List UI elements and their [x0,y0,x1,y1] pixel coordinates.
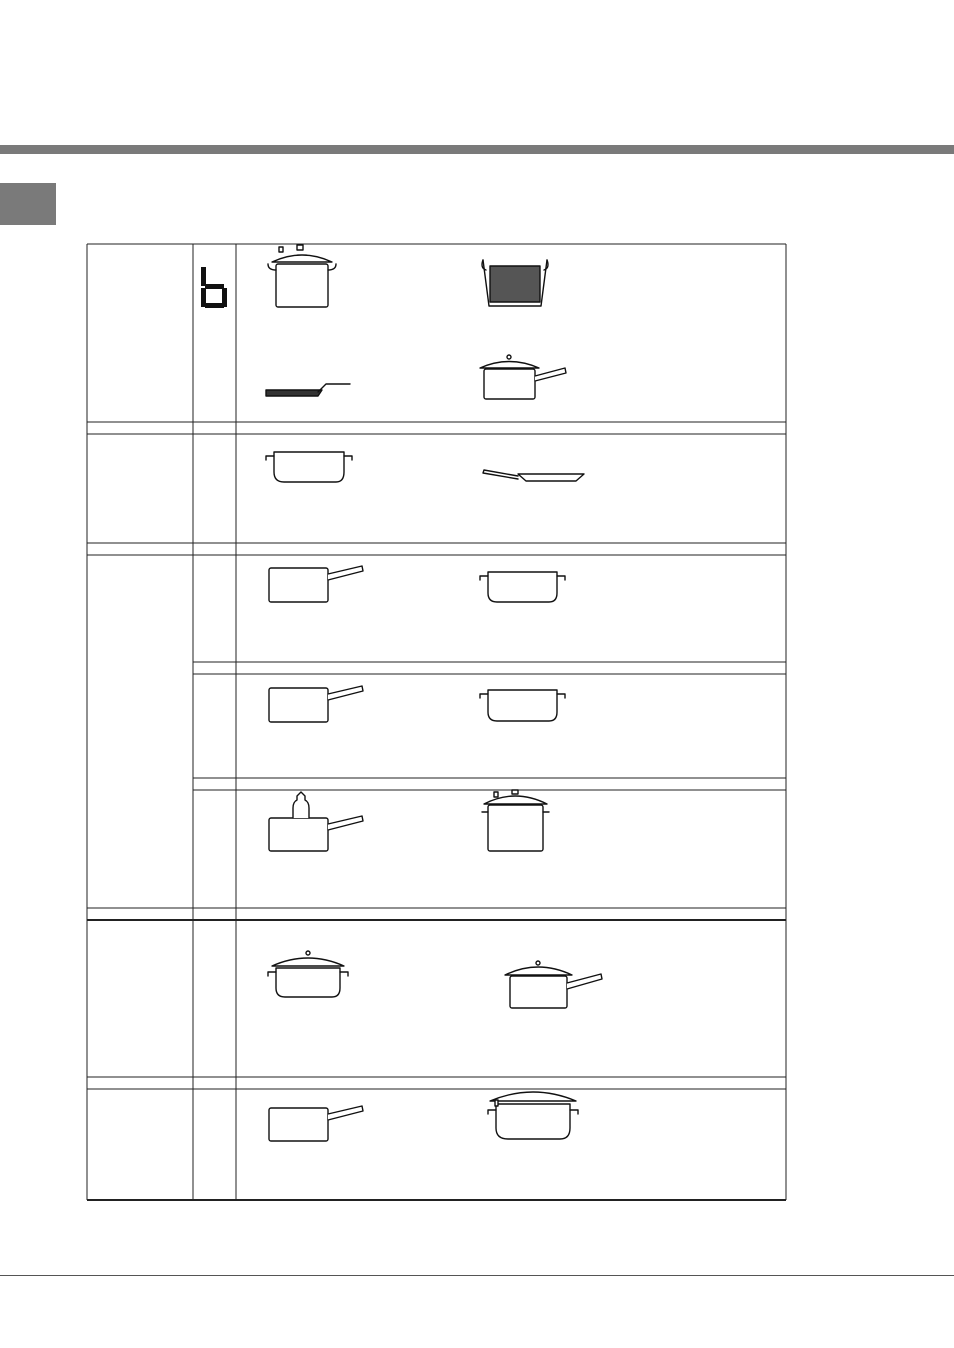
covered-saucepan-icon [505,961,602,1008]
stockpot-with-lid-icon [268,245,336,307]
footer-rule [0,1275,954,1276]
saucepan-icon [269,686,363,722]
tall-pot-with-lid-icon [482,790,549,851]
saucepan-with-bottle-icon [269,792,363,851]
casserole-pot-icon [480,572,565,602]
covered-saucepan-icon [480,355,566,399]
deep-fry-basket-icon [482,260,548,306]
grill-pan-icon [266,384,350,396]
casserole-pot-icon [480,690,565,721]
wide-pot-with-lid-icon [488,1092,578,1139]
casserole-with-lid-icon [268,951,348,997]
casserole-pot-icon [266,452,352,482]
saucepan-icon [269,566,363,602]
saucepan-icon [269,1106,363,1141]
frying-pan-icon [483,470,584,481]
